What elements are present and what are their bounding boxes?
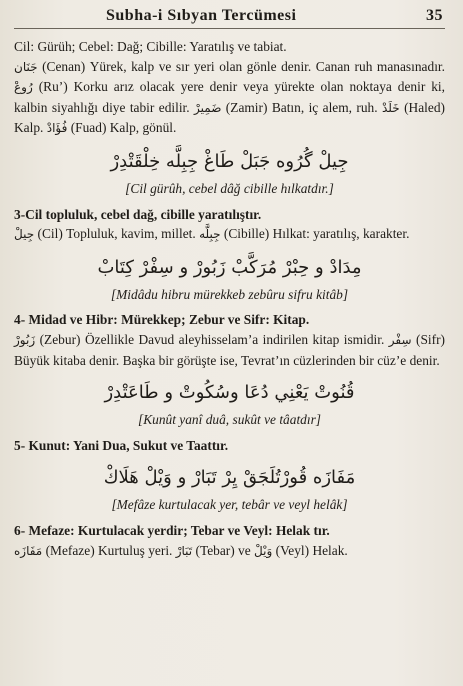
- arabic-word: سِفْر: [388, 332, 412, 347]
- page-number: 35: [426, 7, 443, 24]
- definition-text: (Veyl) Helak.: [272, 542, 348, 558]
- definition-text: (Sifr) Büyük kitaba denir. Başka bir görüşte ise, Tevrat’ın cüzlerinden bir cüz’e denir.: [14, 331, 445, 368]
- definition-text: (Zamir) Batın, iç alem, ruh.: [221, 99, 382, 115]
- definition-text: (Cibille) Hılkat: yaratılış, karakter.: [220, 226, 410, 242]
- arabic-word: جَنَان: [14, 59, 38, 74]
- arabic-word: رُوعْ: [14, 80, 33, 95]
- arabic-word: مَفَازَه: [14, 543, 43, 558]
- verse-arabic: جِيلْ گُرُوه جَبَلْ طَاغْ جِبِلَّه خِلْقَتْدِرْ: [110, 150, 349, 172]
- definition-text: (Fuad) Kalp, gönül.: [67, 120, 177, 136]
- arabic-word: وَيْلْ: [254, 543, 273, 558]
- section-heading: 6- Mefaze: Kurtulacak yerdir; Tebar ve Veyl: Helak tır.: [14, 522, 330, 538]
- section-heading: 4- Midad ve Hibr: Mürekkep; Zebur ve Sifr: Kitap.: [14, 312, 310, 328]
- verse-transliteration: [Mefâze kurtulacak yer, tebâr ve veyl helâk]: [111, 497, 348, 513]
- arabic-word: ضَمِيرْ: [194, 100, 222, 115]
- arabic-word: خَلَدْ: [382, 100, 400, 115]
- arabic-word: تَبَارْ: [175, 543, 193, 558]
- running-title: Subha-i Sıbyan Tercümesi: [106, 7, 297, 24]
- arabic-word: جِيلْ: [14, 227, 35, 242]
- verse-arabic: قُنُوتْ يَعْنِي دُعَا وسُكُوتْ و طَاعَتْدِرْ: [104, 382, 355, 404]
- verse-transliteration: [Cil gürûh, cebel dâğ cibille hılkatdır.]: [125, 180, 334, 196]
- running-header: [14, 7, 445, 29]
- verse-arabic: مِدَادْ و حِبْرْ مُرَكَّبْ زَبُورْ و سِفْرْ كِتَابْ: [97, 256, 362, 278]
- section-paragraph: [14, 330, 445, 370]
- arabic-word: فُؤَادْ: [46, 121, 68, 136]
- definition-text: (Haled) Kalp.: [14, 99, 445, 136]
- page-body: [14, 29, 445, 561]
- section-heading: 3-Cil topluluk, cebel dağ, cibille yaratılıştır.: [14, 206, 262, 222]
- section-heading: 5- Kunut: Yani Dua, Sukut ve Taattır.: [14, 437, 229, 453]
- verse-transliteration: [Kunût yanî duâ, sukût ve tâatdır]: [138, 412, 321, 428]
- definition-text: (Cil) Topluluk, kavim, millet.: [34, 226, 200, 242]
- definition-text: (Tebar) ve: [192, 542, 255, 558]
- intro-line: Cil: Gürüh; Cebel: Dağ; Cibille: Yaratılış ve tabiat.: [14, 39, 287, 54]
- definition-text: (Ru’) Korku arız olacak yere denir veya yürekte olan noktaya denir ki, kalbin siyahlığı diye tabir edilir.: [14, 79, 445, 115]
- definition-text: (Mefaze) Kurtuluş yeri.: [42, 542, 176, 558]
- verse-transliteration: [Midâdu hibru mürekkeb zebûru sifru kitâb]: [110, 286, 349, 302]
- definition-text: (Cenan) Yürek, kalp ve sır yeri olan gönle denir. Canan ruh manasınadır.: [37, 58, 445, 74]
- arabic-word: زَبُورْ: [14, 332, 36, 347]
- intro-paragraph: [14, 57, 445, 139]
- verse-arabic: مَفَازَه قُورْتُلَجَقْ يِرْ تَبَارْ و وَيْلْ هَلَاكْ: [103, 467, 356, 489]
- definition-text: (Zebur) Özellikle Davud aleyhisselam’a indirilen kitap ismidir.: [35, 331, 389, 347]
- section-paragraph: [14, 224, 445, 245]
- section-paragraph: [14, 541, 445, 562]
- arabic-word: جِبِلَّه: [199, 227, 221, 242]
